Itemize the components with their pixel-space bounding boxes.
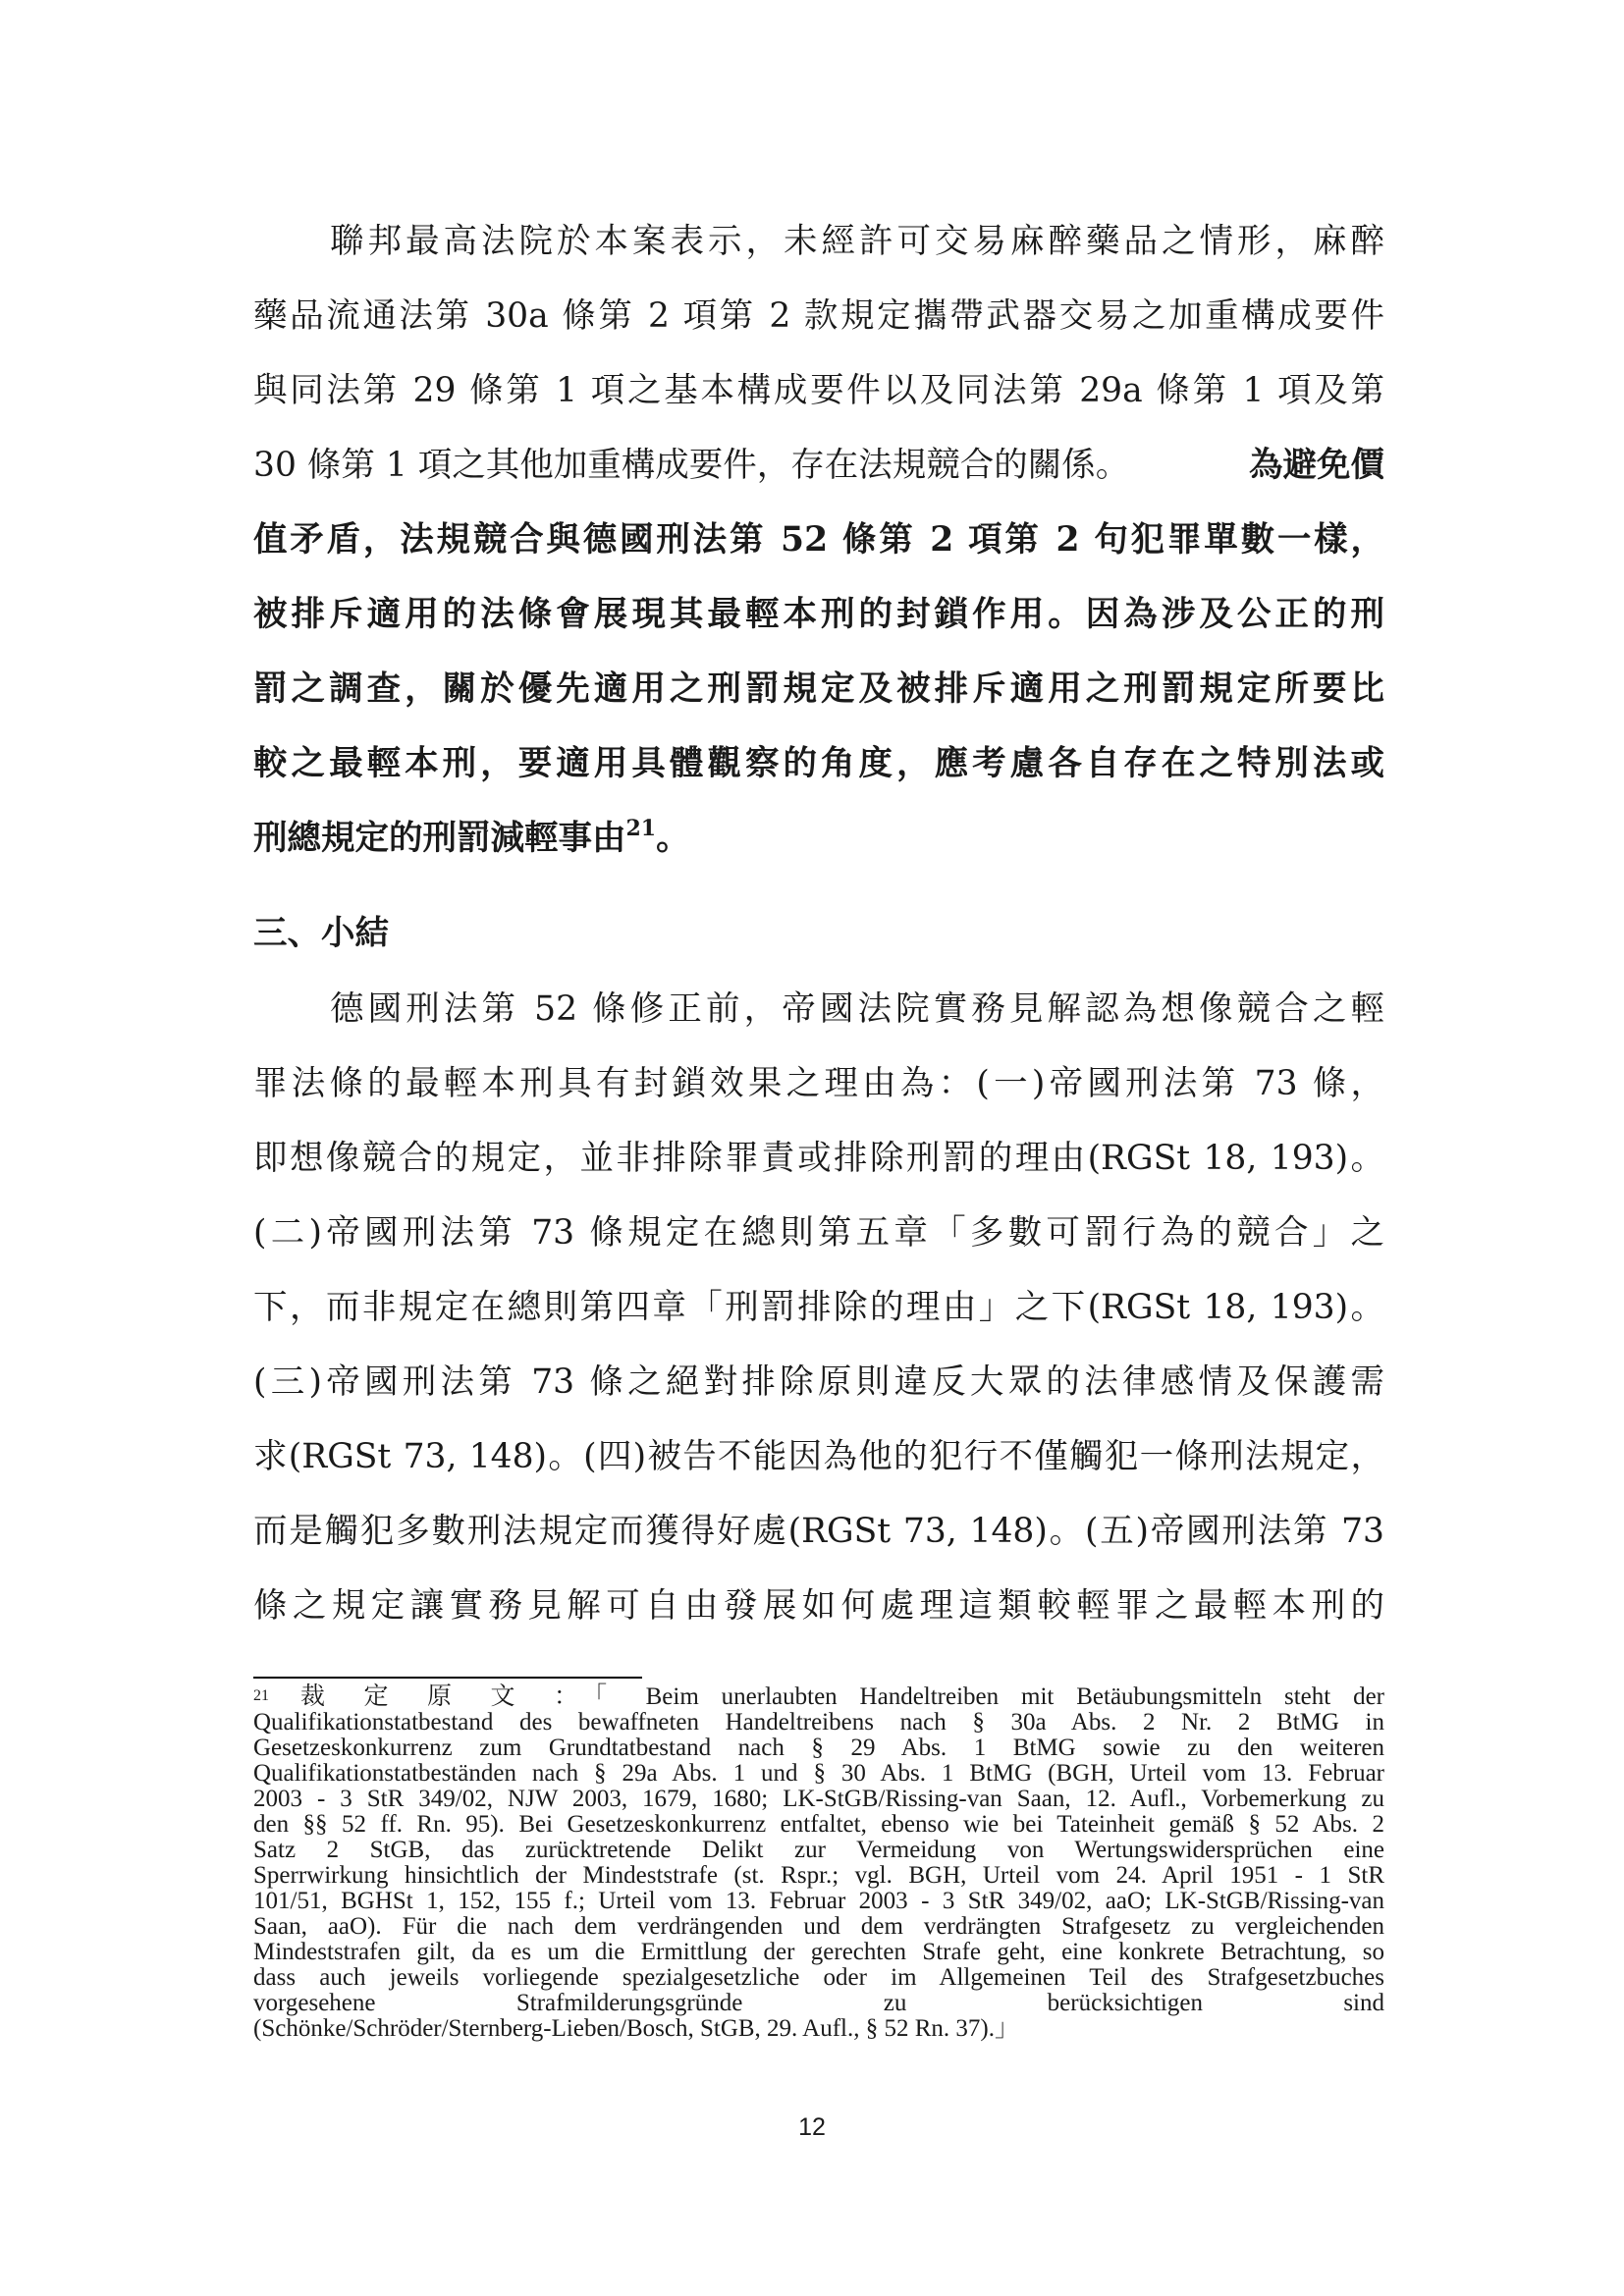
paragraph-1-line-4-regular: 30 條第 1 項之其他加重構成要件，存在法規競合的關係。: [253, 446, 1130, 485]
footnote-line-6: den §§ 52 ff. Rn. 95). Bei Gesetzeskonkurrenz entfaltet, ebenso wie bei Tateinheit gemäß § 52 Abs. 2: [253, 1811, 1384, 1838]
footnote-line-8: Sperrwirkung hinsichtlich der Mindeststrafe (st. Rspr.; vgl. BGH, Urteil vom 24. April 1951 - 1 StR: [253, 1862, 1384, 1889]
paragraph-1-last-line: [253, 813, 690, 864]
paragraph-1-bold-line-2: 被排斥適用的法條會展現其最輕本刑的封鎖作用。因為涉及公正的刑: [253, 595, 1384, 634]
paragraph-2-line-6: (三)帝國刑法第 73 條之絕對排除原則違反大眾的法律感情及保護需: [253, 1362, 1384, 1402]
paragraph-2-line-8: 而是觸犯多數刑法規定而獲得好處(RGSt 73, 148)。(五)帝國刑法第 73: [253, 1512, 1384, 1551]
footnote-line-12: dass auch jeweils vorliegende spezialgesetzliche oder im Allgemeinen Teil des Strafgesetzbuches: [253, 1964, 1384, 1991]
paragraph-1-line-4: [253, 440, 1384, 491]
footnote-line-13: vorgesehene Strafmilderungsgründe zu berücksichtigen sind: [253, 1990, 1384, 2016]
footnote-line-7: Satz 2 StGB, das zurücktretende Delikt zur Vermeidung von Wertungswidersprüchen eine: [253, 1837, 1384, 1863]
paragraph-2-line-7: 求(RGSt 73, 148)。(四)被告不能因為他的犯行不僅觸犯一條刑法規定，: [253, 1437, 1384, 1476]
paragraph-2-line-1: 德國刑法第 52 條修正前，帝國法院實務見解認為想像競合之輕: [330, 989, 1384, 1029]
paragraph-2-line-2: 罪法條的最輕本刑具有封鎖效果之理由為：(一)帝國刑法第 73 條，: [253, 1064, 1384, 1103]
footnote-number: 21: [253, 1687, 269, 1704]
paragraph-2-line-3: 即想像競合的規定，並非排除罪責或排除刑罰的理由(RGSt 18, 193)。: [253, 1139, 1384, 1178]
footnote-line-11: Mindeststrafen gilt, da es um die Ermittlung der gerechten Strafe geht, eine konkrete Betrachtung, so: [253, 1939, 1384, 1965]
footnote-line-1: 裁 定 原 文 ：「 Beim unerlaubten Handeltreiben mit Betäubungsmitteln steht der: [300, 1683, 1384, 1710]
footnote-line-5: 2003 - 3 StR 349/02, NJW 2003, 1679, 1680; LK-StGB/Rissing-van Saan, 12. Aufl., Vorbemerkung zu: [253, 1786, 1384, 1812]
paragraph-1-line-2: 藥品流通法第 30a 條第 2 項第 2 款規定攜帶武器交易之加重構成要件: [253, 296, 1384, 336]
paragraph-1-last-text: 刑總規定的刑罰減輕事由: [253, 819, 626, 858]
footnote-line-2: Qualifikationstatbestand des bewaffneten Handeltreibens nach § 30a Abs. 2 Nr. 2 BtMG in: [253, 1709, 1384, 1735]
paragraph-1-last-end: 。: [656, 819, 690, 858]
paragraph-2-line-9: 條之規定讓實務見解可自由發展如何處理這類較輕罪之最輕本刑的: [253, 1586, 1384, 1626]
footnote-line-4: Qualifikationstatbeständen nach § 29a Abs. 1 und § 30 Abs. 1 BtMG (BGH, Urteil vom 13. Februar: [253, 1760, 1384, 1787]
paragraph-1-line-3: 與同法第 29 條第 1 項之基本構成要件以及同法第 29a 條第 1 項及第: [253, 371, 1384, 410]
footnote-line-9: 101/51, BGHSt 1, 152, 155 f.; Urteil vom 13. Februar 2003 - 3 StR 349/02, aaO; LK-StGB/Rissing-van: [253, 1888, 1384, 1914]
paragraph-1-bold-line-4: 較之最輕本刑，要適用具體觀察的角度，應考慮各自存在之特別法或: [253, 744, 1384, 783]
paragraph-1-bold-line-1: 值矛盾，法規競合與德國刑法第 52 條第 2 項第 2 句犯罪單數一樣，: [253, 520, 1384, 560]
paragraph-2-line-5: 下，而非規定在總則第四章「刑罰排除的理由」之下(RGSt 18, 193)。: [253, 1288, 1384, 1327]
footnote-line-14: (Schönke/Schröder/Sternberg-Lieben/Bosch, StGB, 29. Aufl., § 52 Rn. 37).」: [253, 2015, 1020, 2042]
page-number: 12: [798, 2113, 826, 2141]
paragraph-1-line-1: 聯邦最高法院於本案表示，未經許可交易麻醉藥品之情形，麻醉: [330, 222, 1384, 261]
paragraph-1-bold-line-3: 罰之調查，關於優先適用之刑罰規定及被排斥適用之刑罰規定所要比: [253, 669, 1384, 709]
section-heading: 三、小結: [253, 914, 389, 953]
footnote-line-10: Saan, aaO). Für die nach dem verdrängenden und dem verdrängten Strafgesetz zu vergleichenden: [253, 1913, 1384, 1940]
footnote-line-3: Gesetzeskonkurrenz zum Grundtatbestand nach § 29 Abs. 1 BtMG sowie zu den weiteren: [253, 1735, 1384, 1761]
paragraph-1-line-4-bold: 為避免價: [1249, 446, 1384, 485]
paragraph-2-line-4: (二)帝國刑法第 73 條規定在總則第五章「多數可罰行為的競合」之: [253, 1213, 1384, 1253]
footnote-reference[interactable]: 21: [625, 816, 657, 841]
footnote-separator: [253, 1677, 642, 1679]
